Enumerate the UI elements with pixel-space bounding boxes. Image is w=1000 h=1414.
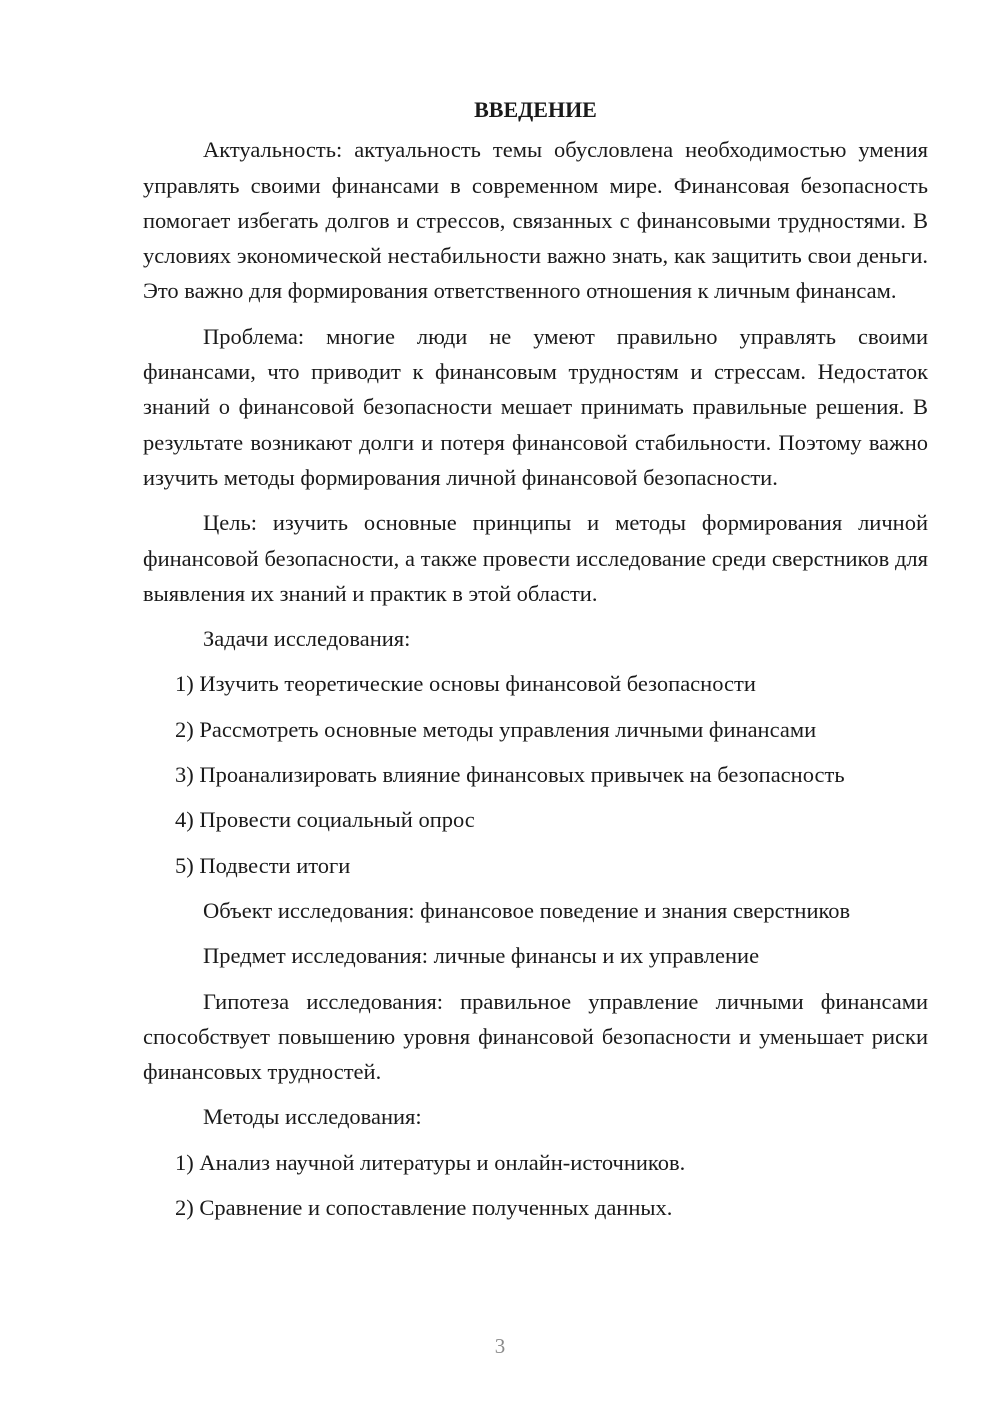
- hypothesis-paragraph: Гипотеза исследования: правильное управление личными финансами способствует повышению уровня финансовой безопасности и уменьшает риски финансовых трудностей.: [143, 988, 928, 1085]
- task-item: 3) Проанализировать влияние финансовых привычек на безопасность: [175, 762, 845, 788]
- task-item: 1) Изучить теоретические основы финансовой безопасности: [175, 671, 756, 697]
- task-item: 2) Рассмотреть основные методы управления личными финансами: [175, 716, 817, 742]
- research-object: Объект исследования: финансовое поведение и знания сверстников: [203, 897, 851, 923]
- task-item: 4) Провести социальный опрос: [175, 807, 475, 833]
- task-item: 5) Подвести итоги: [175, 852, 351, 878]
- problem-paragraph: Проблема: многие люди не умеют правильно управлять своими финансами, что приводит к финансовым трудностям и стрессам. Недостаток знаний о финансовой безопасности мешает принимать правильные решения. В результате возникают долги и потеря финансовой стабильности. Поэтому важно изучить методы формирования личной финансовой безопасности.: [143, 323, 928, 490]
- page-number: 3: [494, 1334, 506, 1358]
- research-subject: Предмет исследования: личные финансы и их управление: [203, 943, 760, 969]
- method-item: 1) Анализ научной литературы и онлайн-источников.: [175, 1149, 686, 1175]
- goal-paragraph: Цель: изучить основные принципы и методы формирования личной финансовой безопасности, а также провести исследование среди сверстников для выявления их знаний и практик в этой области.: [143, 510, 928, 606]
- method-item: 2) Сравнение и сопоставление полученных данных.: [175, 1195, 673, 1221]
- methods-title: Методы исследования:: [203, 1104, 422, 1130]
- page-content: [143, 92, 928, 1235]
- tasks-title: Задачи исследования:: [203, 626, 411, 652]
- section-heading: ВВЕДЕНИЕ: [474, 97, 597, 122]
- relevance-paragraph: Актуальность: актуальность темы обусловлена необходимостью умения управлять своими финансами в современном мире. Финансовая безопасность помогает избегать долгов и стрессов, связанных с финансовыми трудностями. В условиях экономической нестабильности важно знать, как защитить свои деньги. Это важно для формирования ответственного отношения к личным финансам.: [143, 137, 928, 304]
